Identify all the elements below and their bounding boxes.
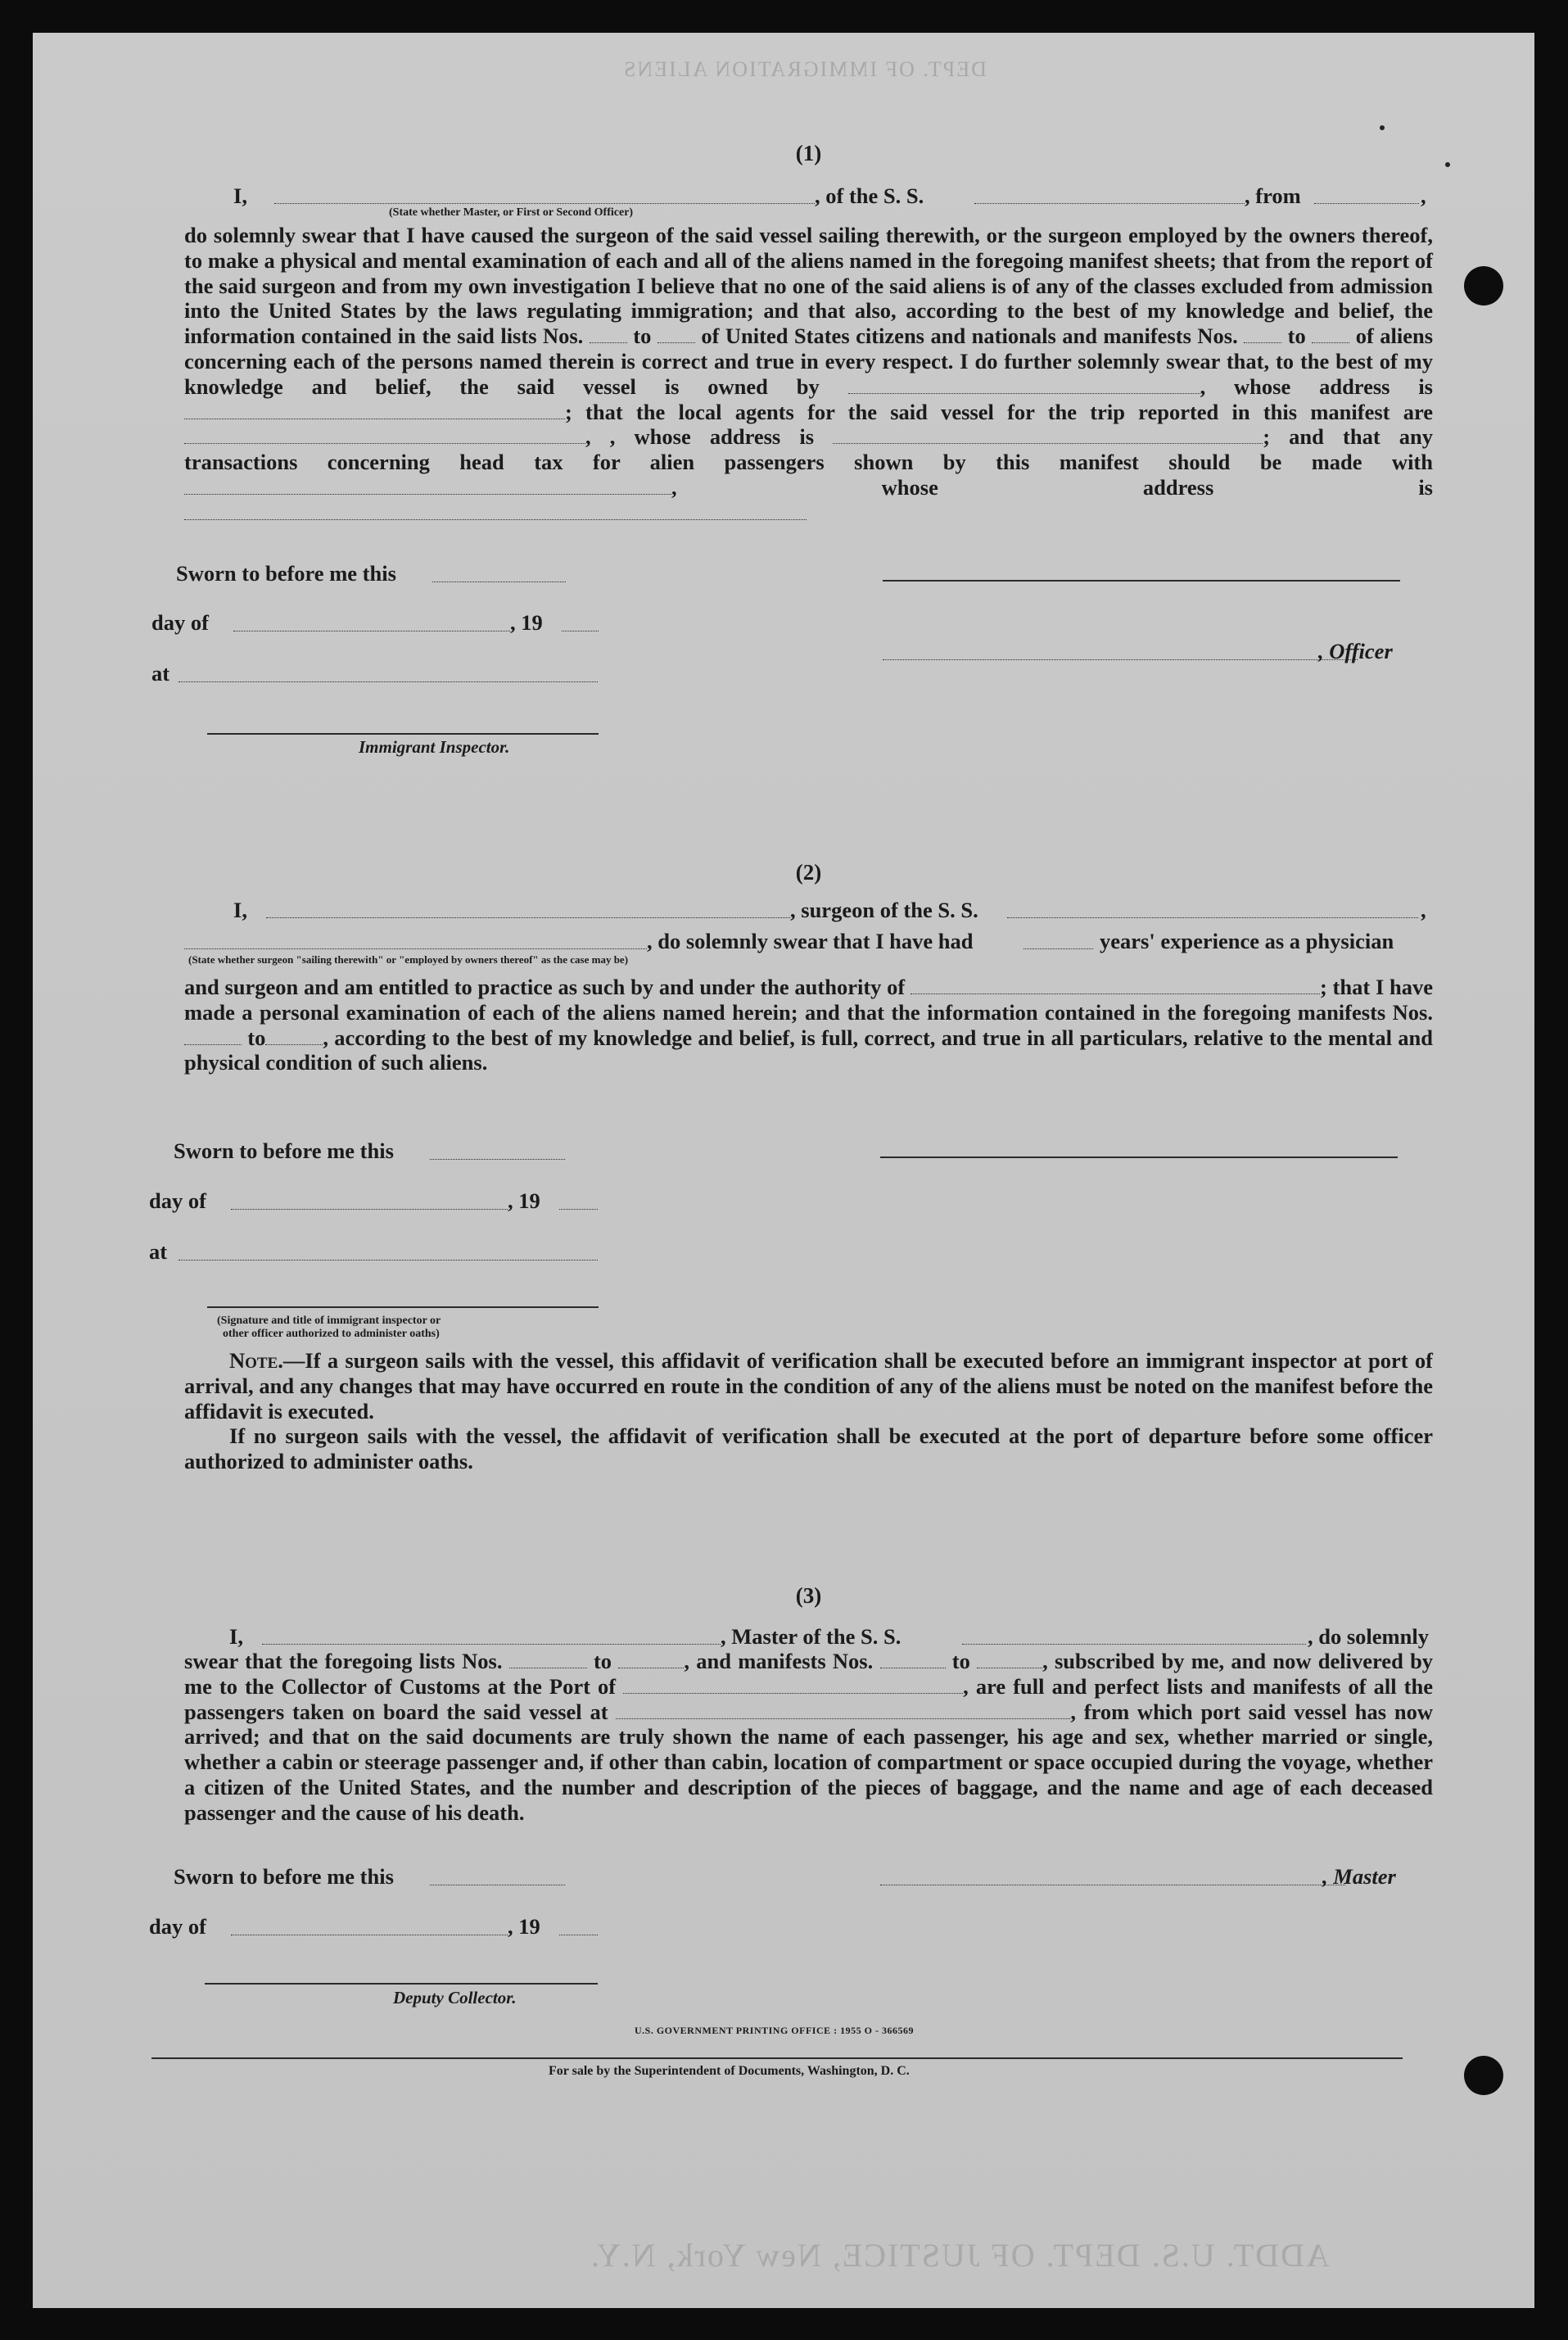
para-text: , according to the best of my knowledge and belief, is full, correct, and true in all particulars, relative to the mental and physical condition of such aliens. xyxy=(184,1025,1433,1075)
owner-field[interactable] xyxy=(848,377,1200,394)
at-field[interactable] xyxy=(178,681,598,682)
day-of-label: day of xyxy=(149,1914,206,1939)
comma: , xyxy=(1421,183,1426,208)
para-text: ; that the local agents for the said vessel for the trip reported in this manifest are xyxy=(565,399,1433,424)
master-name-field[interactable] xyxy=(262,1644,721,1645)
para-text: and surgeon and am entitled to practice as such by and under the authority of xyxy=(184,975,906,999)
sworn-label: Sworn to before me this xyxy=(176,561,396,586)
affidavit-section-3 xyxy=(184,1583,1433,1826)
lists-from-field[interactable] xyxy=(509,1651,587,1668)
para-text: to xyxy=(247,1025,266,1050)
officer-title-field[interactable] xyxy=(883,659,1358,660)
section-number: (1) xyxy=(795,141,822,165)
year-field[interactable] xyxy=(559,1209,598,1210)
swear-label: , do solemnly swear that I have had xyxy=(647,929,974,953)
para-text: ; that I have made a personal examination of each of the aliens named herein; and that the information contained in the foregoing manifests Nos. xyxy=(184,975,1434,1025)
year-label: , 19 xyxy=(510,610,543,635)
surgeon-signature-line[interactable] xyxy=(880,1156,1398,1158)
collector-title: Deputy Collector. xyxy=(393,1988,517,2007)
inspector-signature-line[interactable] xyxy=(207,733,599,735)
lists-to-field[interactable] xyxy=(618,1651,684,1668)
master-vessel-field[interactable] xyxy=(962,1644,1306,1645)
gpo-imprint: U.S. GOVERNMENT PRINTING OFFICE : 1955 O - 366569 xyxy=(635,2025,914,2036)
signature-note: (Signature and title of immigrant inspector or xyxy=(217,1315,441,1327)
note-text: —If a surgeon sails with the vessel, this affidavit of verification shall be executed before an immigrant inspector at port of arrival, and any changes that may have occurred en route in the condition of any of the aliens must be noted on the manifest before the affidavit is executed. xyxy=(184,1348,1433,1423)
years-field[interactable] xyxy=(1023,948,1093,949)
master-label: , Master xyxy=(1322,1864,1396,1889)
head-tax-field[interactable] xyxy=(184,478,671,495)
sworn-label: Sworn to before me this xyxy=(174,1864,394,1889)
collector-signature-line[interactable] xyxy=(205,1983,598,1985)
year-label: , 19 xyxy=(508,1188,540,1213)
note-paragraph xyxy=(184,1348,1433,1423)
para-text: , and manifests Nos. xyxy=(684,1649,874,1673)
section1-paragraph: do solemnly swear that I have caused the surgeon of the said vessel sailing therewith, or the surgeon employed by the owners thereof, to make a physical and mental examination of each and all of the aliens named in the foregoing manifest sheets; that from the report of the said surgeon and from my own investigation I believe that no one of the said aliens is of any of the classes excluded from admission into the United States by the laws regulating immigration; and that also, according to the best of my knowledge and belief, the information contained in the said lists Nos. to of United States citizens and nationals and manifests Nos. to of aliens concerning each of the persons named therein is correct and true in every respect. I do further solemnly swear that, to the best of my knowledge and belief, the said vessel is owned by , whose address is ; that the local agents for the said vessel for the trip reported in this manifest are , , whose address is ; and that any transactions concerning head tax for alien passengers shown by this manifest should be made with , whose address is xyxy=(184,223,1433,526)
footer-rule xyxy=(151,2057,1403,2059)
punch-hole-top xyxy=(1464,266,1503,306)
para-text: , whose address is xyxy=(1200,373,1433,399)
para-text: to xyxy=(633,324,652,349)
manifests-from-field[interactable] xyxy=(880,1651,946,1668)
section3-paragraph xyxy=(184,1649,1433,1826)
show-through-text: DEPT. OF IMMIGRATION ALIENS xyxy=(622,57,987,81)
agents-address-field[interactable] xyxy=(833,427,1263,444)
sworn-day-field[interactable] xyxy=(430,1159,565,1160)
lists-to-field[interactable] xyxy=(657,326,695,343)
of-ss-label: , of the S. S. xyxy=(815,183,924,208)
punch-hole-bottom xyxy=(1464,2056,1503,2095)
note-text: If no surgeon sails with the vessel, the affidavit of verification shall be executed at the port of departure before some officer authorized to administer oaths. xyxy=(184,1423,1433,1474)
sale-notice: For sale by the Superintendent of Documents, Washington, D. C. xyxy=(549,2064,910,2078)
para-text: , subscribed by me, and now delivered by me to the Collector of Customs at the Port of xyxy=(184,1649,1434,1699)
month-field[interactable] xyxy=(231,1209,508,1210)
section2-second-line xyxy=(184,930,1433,975)
note-block xyxy=(184,1348,1433,1474)
year-label: , 19 xyxy=(508,1914,540,1939)
manifests-from-field[interactable] xyxy=(184,1028,242,1045)
inspector-title: Immigrant Inspector. xyxy=(359,737,510,757)
para-text: of aliens concerning each of the persons named therein is correct and true in every respect. I do further solemnly swear that, to the best of my knowledge and belief, the said vessel is owned by xyxy=(184,324,1434,399)
para-text: to xyxy=(951,1649,970,1673)
years-label: years' experience as a physician xyxy=(1100,929,1394,953)
name-field[interactable] xyxy=(274,203,815,204)
speck xyxy=(1380,125,1385,130)
from-label: , from xyxy=(1245,183,1301,208)
document-page xyxy=(33,33,1534,2308)
speck xyxy=(1445,162,1450,167)
master-of-label: , Master of the S. S. xyxy=(721,1624,901,1649)
section2-paragraph xyxy=(184,975,1433,1075)
at-field[interactable] xyxy=(178,1260,598,1261)
owner-address-field[interactable] xyxy=(184,402,565,419)
boarding-port-field[interactable] xyxy=(616,1702,1070,1719)
surgeon-of-label: , surgeon of the S. S. xyxy=(790,898,978,922)
note-paragraph-2 xyxy=(184,1423,1433,1474)
para-text: , are full and perfect lists and manifests of all the passengers taken on board the said vessel at xyxy=(184,1673,1433,1724)
do-solemnly-label: , do solemnly xyxy=(1308,1624,1429,1649)
signature-note: other officer authorized to administer oaths) xyxy=(223,1328,440,1340)
surgeon-status-field[interactable] xyxy=(184,948,647,949)
para-text: ; and that any transactions concerning head tax for alien passengers shown by this manifest should be made with xyxy=(184,424,1434,475)
sworn-label: Sworn to before me this xyxy=(174,1138,394,1163)
show-through-text: ADDT. U.S. DEPT. OF JUSTICE, New York, N.Y. xyxy=(590,2237,1330,2274)
i-label: I, xyxy=(233,898,247,922)
section1-first-line xyxy=(184,183,1433,223)
at-label: at xyxy=(149,1239,168,1264)
note-label: Note. xyxy=(229,1348,283,1373)
para-text: of United States citizens and nationals and manifests Nos. xyxy=(701,324,1238,349)
surgeon-vessel-field[interactable] xyxy=(1007,917,1418,918)
authority-field[interactable] xyxy=(911,977,1320,994)
lists-from-field[interactable] xyxy=(590,326,627,343)
manifests-to-field[interactable] xyxy=(265,1028,323,1045)
day-of-label: day of xyxy=(151,610,209,635)
para-text: to xyxy=(1287,324,1306,349)
state-note: (State whether Master, or First or Second Officer) xyxy=(389,206,634,219)
day-of-label: day of xyxy=(149,1188,206,1213)
para-text: do solemnly swear that I have caused the surgeon of the said vessel sailing therewith, or the surgeon employed by the owners thereof, to make a physical and mental examination of each and all of the aliens named in the foregoing manifest sheets; that from the report of the said surgeon and from my own investigation I believe that no one of the said aliens is of any of the classes excluded from admission into the United States by the laws regulating immigration; and that also, according to the best of my knowledge and belief, the information contained in the said lists Nos. xyxy=(184,223,1433,349)
affidavit-section-2 xyxy=(184,860,1433,1075)
para-text: , whose address is xyxy=(609,424,815,450)
affidavit-section-1 xyxy=(184,141,1433,526)
officer-label: , Officer xyxy=(1318,639,1393,663)
para-text: , from which port said vessel has now arrived; and that on the said documents are truly shown the name of each passenger, his age and sex, whether married or single, whether a cabin or steerage passenger and, if other than cabin, location of compartment or space occupied during the voyage, whether a citizen of the United States, and the number and description of the pieces of baggage, and the name and age of each deceased passenger and the cause of his death. xyxy=(184,1699,1433,1825)
section-number: (2) xyxy=(795,860,822,885)
section2-first-line xyxy=(184,898,1433,930)
para-text: , whose address is xyxy=(671,474,1433,500)
local-agents-field[interactable] xyxy=(184,427,585,444)
surgeon-name-field[interactable] xyxy=(266,917,790,918)
manifests-to-field[interactable] xyxy=(977,1651,1042,1668)
officer-signature-line[interactable] xyxy=(207,1306,599,1308)
section-number: (3) xyxy=(795,1583,822,1608)
officer-signature-line[interactable] xyxy=(883,580,1400,582)
manifests-from-field[interactable] xyxy=(1244,326,1281,343)
section3-first-line xyxy=(184,1624,1433,1649)
state-note: (State whether surgeon "sailing therewith" or "employed by owners thereof" as the case may be) xyxy=(188,953,629,966)
from-field[interactable] xyxy=(1314,203,1419,204)
para-text: swear that the foregoing lists Nos. xyxy=(184,1649,503,1673)
para-text: to xyxy=(593,1649,612,1673)
at-label: at xyxy=(151,661,170,686)
comma: , xyxy=(1421,898,1426,922)
head-tax-address-field[interactable] xyxy=(184,503,807,520)
i-label: I, xyxy=(229,1624,243,1649)
manifests-to-field[interactable] xyxy=(1312,326,1349,343)
i-label: I, xyxy=(233,183,247,208)
port-field[interactable] xyxy=(623,1677,963,1694)
vessel-field[interactable] xyxy=(974,203,1245,204)
